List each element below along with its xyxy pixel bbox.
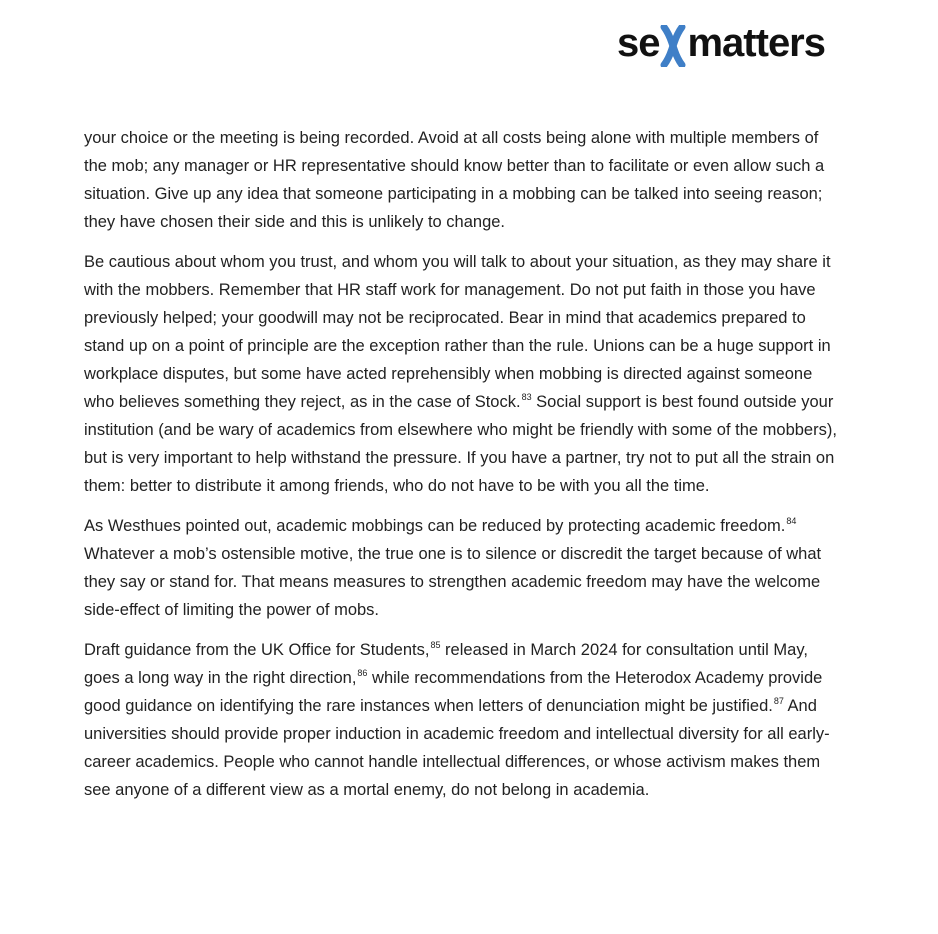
footnote-reference: 87 [773,695,784,706]
paragraph-text: while recommendations from the Heterodox Academy provide good guidance on identifying the rare instances when letters of denunciation might be justified. [84,669,823,715]
body-paragraph [84,512,844,624]
chromosome-x-icon [660,25,686,67]
paragraph-text: As Westhues pointed out, academic mobbings can be reduced by protecting academic freedom. [84,517,786,535]
paragraph-text: And universities should provide proper induction in academic freedom and intellectual diversity for all early-career academics. People who cannot handle intellectual differences, or whose activism makes them see anyone of a different view as a mortal enemy, do not belong in academia. [84,697,830,799]
sex-matters-logo [617,22,825,64]
logo-text-left: se [616,21,660,65]
document-body [84,124,844,816]
paragraph-text: your choice or the meeting is being recorded. Avoid at all costs being alone with multiple members of the mob; any manager or HR representative should know better than to facilitate or even allow such a situation. Give up any idea that someone participating in a mobbing can be talked into seeing reason; they have chosen their side and this is unlikely to change. [84,129,825,231]
footnote-reference: 84 [786,515,797,526]
footnote-reference: 86 [357,667,368,678]
body-paragraph [84,124,844,236]
paragraph-text: Social support is best found outside your institution (and be wary of academics from elsewhere who might be friendly with some of the mobbers), but is very important to help withstand the pressure. If you have a partner, try not to put all the strain on them: better to distribute it among friends, who do not have to be with you all the time. [84,393,837,495]
paragraph-text: released in March 2024 for consultation until May, goes a long way in the right direction, [84,641,808,687]
footnote-reference: 83 [521,391,532,402]
paragraph-text: Whatever a mob’s ostensible motive, the true one is to silence or discredit the target because of what they say or stand for. That means measures to strengthen academic freedom may have the welcome side-effect of limiting the power of mobs. [84,545,822,619]
paragraph-text: Be cautious about whom you trust, and whom you will talk to about your situation, as they may share it with the mobbers. Remember that HR staff work for management. Do not put faith in those you have previously helped; your goodwill may not be reciprocated. Bear in mind that academics prepared to stand up on a point of principle are the exception rather than the rule. Unions can be a huge support in workplace disputes, but some have acted reprehensibly when mobbing is directed against someone who believes something they reject, as in the case of Stock. [84,253,831,411]
logo-text-right: matters [687,21,825,65]
body-paragraph [84,636,844,804]
paragraph-text: Draft guidance from the UK Office for Students, [84,641,430,659]
body-paragraph [84,248,844,500]
footnote-reference: 85 [430,639,441,650]
